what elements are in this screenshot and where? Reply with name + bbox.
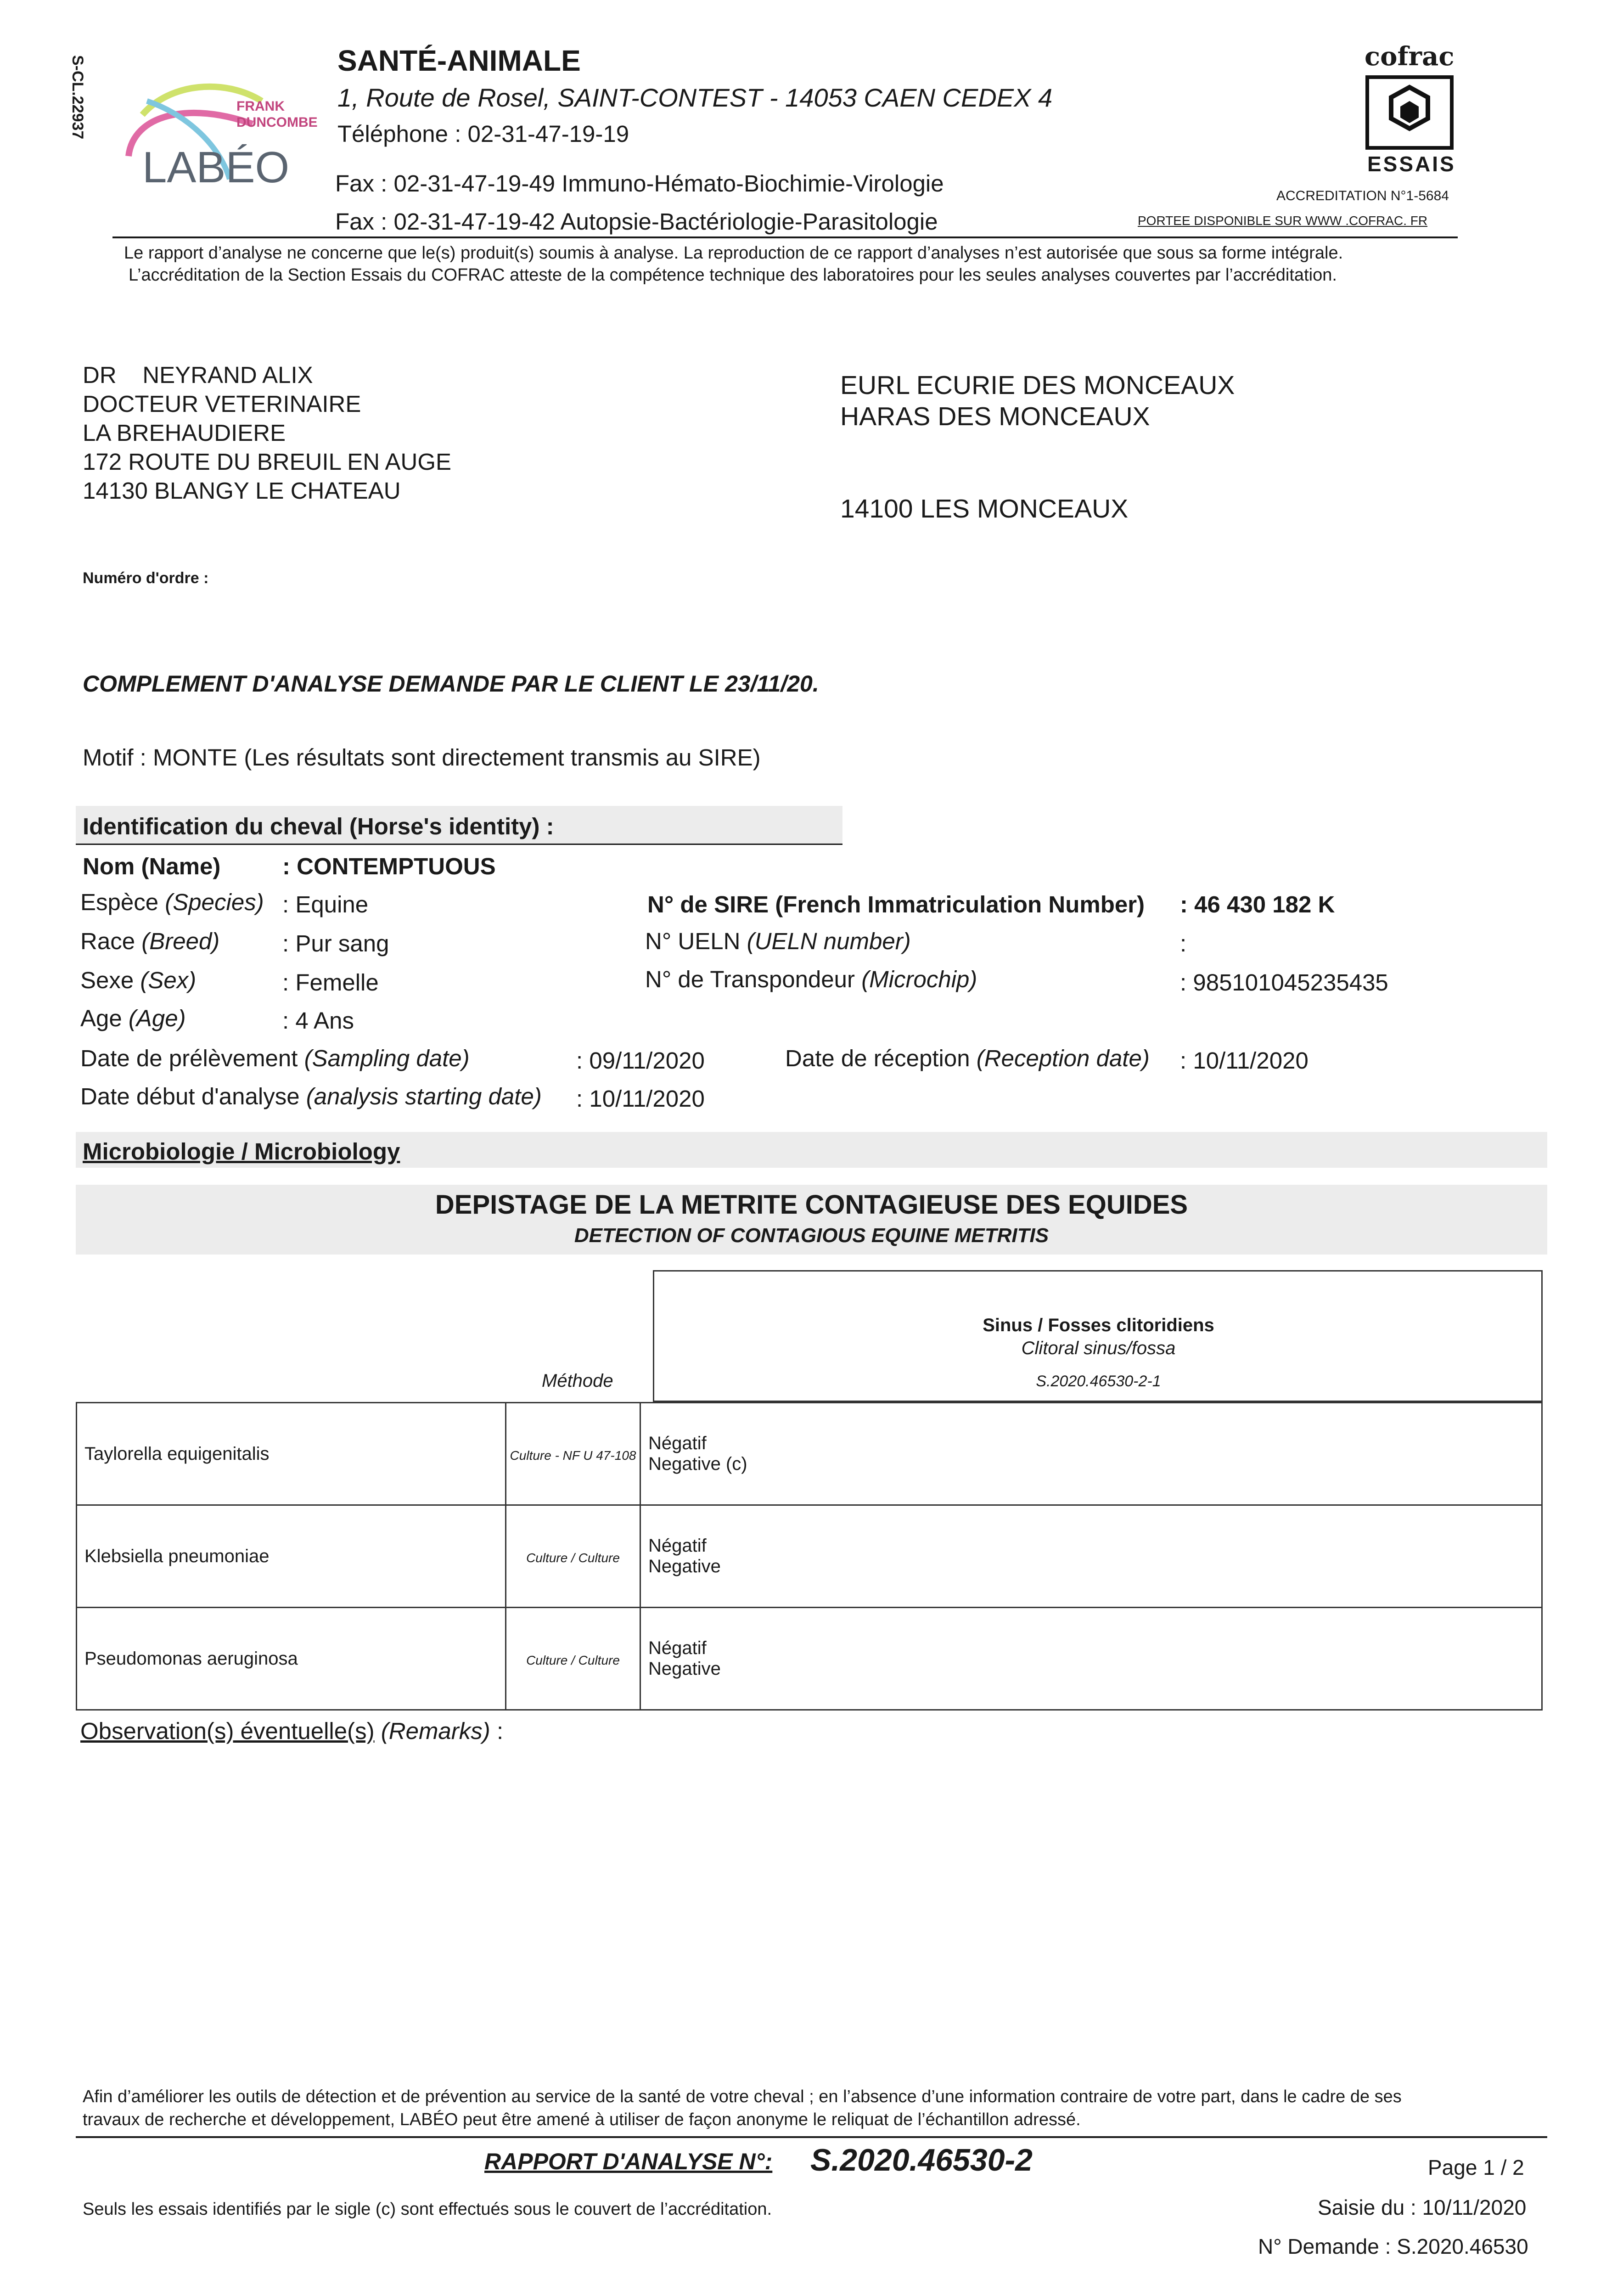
chip-value: : 985101045235435 [1180,969,1388,996]
start-label [80,1083,542,1110]
ueln-label [645,928,911,955]
disclaimer-line-1: Le rapport d’analyse ne concerne que le(s) produit(s) soumis à analyse. La reproduction de ce rapport d’analyses n’est autorisée que sous sa forme intégrale. [124,243,1343,263]
chip-fr: N° de Transpondeur [645,966,855,992]
chip-en: (Microchip) [861,966,977,992]
result-fr: Négatif [648,1638,707,1658]
reception-value: : 10/11/2020 [1180,1047,1309,1074]
breed-value: : Pur sang [282,930,389,957]
sex-value: : Femelle [282,969,379,996]
breed-en: (Breed) [141,928,220,954]
result-en: Negative [648,1659,721,1679]
test-title: DEPISTAGE DE LA METRITE CONTAGIEUSE DES EQUIDES [435,1190,1188,1220]
lab-fax-2: Fax : 02-31-47-19-42 Autopsie-Bactériologie-Parasitologie [335,208,938,235]
species-fr: Espèce [80,889,159,915]
lab-address: 1, Route de Rosel, SAINT-CONTEST - 14053 CAEN CEDEX 4 [337,83,1053,112]
recipient-line: 14130 BLANGY LE CHATEAU [83,478,401,504]
age-en: (Age) [128,1005,186,1031]
remarks-colon: : [496,1718,504,1744]
start-en: (analysis starting date) [306,1083,542,1109]
motif: Motif : MONTE (Les résultats sont directement transmis au SIRE) [83,744,761,771]
name-value: : CONTEMPTUOUS [282,853,496,879]
start-fr: Date début d'analyse [80,1083,300,1109]
sample-header-fr: Sinus / Fosses clitoridiens [983,1315,1214,1335]
lab-name: SANTÉ-ANIMALE [337,44,581,77]
organism-cell: Pseudomonas aeruginosa [77,1608,506,1710]
results-table [76,1402,1543,1711]
cofrac-hex-icon [1364,73,1455,152]
table-row [77,1505,1542,1608]
disclaimer-line-2: L’accréditation de la Section Essais du COFRAC atteste de la compétence technique des laboratoires pour les seules analyses couvertes par l’accréditation. [129,265,1337,285]
recipient-line: 172 ROUTE DU BREUIL EN AUGE [83,449,452,475]
result-en: Negative (c) [648,1454,747,1474]
method-text: Culture / Culture [526,1550,620,1565]
sampling-value: : 09/11/2020 [576,1047,705,1074]
chip-label [645,966,977,993]
organism-cell: Taylorella equigenitalis [77,1403,506,1505]
logo-frank: FRANK [236,99,285,114]
complement-title: COMPLEMENT D'ANALYSE DEMANDE PAR LE CLIENT LE 23/11/20. [83,671,819,697]
page-number: Page 1 / 2 [1428,2155,1524,2179]
identity-title: Identification du cheval (Horse's identity) : [83,813,554,839]
recipient-block [83,360,451,505]
recipient-line: DOCTEUR VETERINAIRE [83,391,361,417]
report-number: S.2020.46530-2 [810,2143,1033,2178]
method-cell [506,1608,640,1710]
age-fr: Age [80,1005,122,1031]
reception-fr: Date de réception [785,1045,970,1071]
result-cell [640,1403,1542,1505]
result-en: Negative [648,1556,721,1576]
remarks [80,1717,503,1745]
owner-block [840,370,1235,432]
test-subtitle: DETECTION OF CONTAGIOUS EQUINE METRITIS [574,1224,1049,1247]
saisie-date: Saisie du : 10/11/2020 [1318,2195,1527,2219]
method-header: Méthode [542,1371,613,1391]
accreditation-number: ACCREDITATION N°1-5684 [1276,188,1449,203]
owner-line-1: EURL ECURIE DES MONCEAUX [840,371,1235,400]
ueln-en: (UELN number) [747,928,911,954]
sample-id: S.2020.46530-2-1 [1036,1373,1161,1390]
cofrac-top: cofrac [1365,41,1455,72]
species-value: : Equine [282,891,369,917]
owner-city: 14100 LES MONCEAUX [840,494,1129,523]
sire-value: : 46 430 182 K [1180,891,1335,917]
header-rule [112,236,1458,238]
sex-en: (Sex) [140,967,197,993]
section-title: Microbiologie / Microbiology [83,1138,400,1165]
report-label: RAPPORT D'ANALYSE N°: [484,2149,773,2174]
side-code: S-CL.22937 [69,55,86,140]
logo-duncombe: DUNCOMBE [236,115,318,130]
recipient-line: DR NEYRAND ALIX [83,362,313,388]
labeo-logo [115,73,326,202]
sample-header-box [653,1270,1543,1402]
accreditation-note: Seuls les essais identifiés par le sigle (c) sont effectués sous le couvert de l’accréditation. [83,2200,772,2219]
age-value: : 4 Ans [282,1007,354,1034]
ueln-fr: N° UELN [645,928,741,954]
table-row [77,1608,1542,1710]
species-en: (Species) [165,889,264,915]
method-text: Culture - NF U 47-108 [510,1448,636,1463]
species-label [80,889,264,916]
organism-cell: Klebsiella pneumoniae [77,1505,506,1608]
lab-fax-1: Fax : 02-31-47-19-49 Immuno-Hémato-Biochimie-Virologie [335,170,944,197]
footer-note-2: travaux de recherche et développement, LABÉO peut être amené à utiliser de façon anonyme le reliquat de l’échantillon adressé. [83,2110,1081,2129]
age-label [80,1005,186,1032]
method-cell [506,1403,640,1505]
owner-line-2: HARAS DES MONCEAUX [840,402,1150,431]
remarks-label: Observation(s) éventuelle(s) [80,1718,375,1744]
method-text: Culture / Culture [526,1653,620,1667]
sex-label [80,967,196,994]
sampling-en: (Sampling date) [304,1045,470,1071]
sire-label: N° de SIRE (French Immatriculation Number) [647,891,1145,917]
portee-link[interactable]: PORTEE DISPONIBLE SUR WWW .COFRAC. FR [1138,214,1428,228]
reception-label [785,1045,1150,1072]
table-row [77,1403,1542,1505]
result-cell [640,1505,1542,1608]
ueln-value: : [1180,930,1187,957]
result-fr: Négatif [648,1433,707,1453]
footer-note-1: Afin d’améliorer les outils de détection et de prévention au service de la santé de votre cheval ; en l’absence d’une information contraire de votre part, dans le cadre de ses [83,2087,1402,2106]
footer-rule [76,2136,1547,2138]
order-number-label: Numéro d'ordre : [83,569,209,587]
demande-number: N° Demande : S.2020.46530 [1258,2234,1528,2258]
breed-label [80,928,219,955]
sampling-fr: Date de prélèvement [80,1045,298,1071]
method-cell [506,1505,640,1608]
cofrac-bottom: ESSAIS [1367,152,1456,176]
start-value: : 10/11/2020 [576,1086,705,1112]
reception-en: (Reception date) [976,1045,1150,1071]
sample-header-en: Clitoral sinus/fossa [1021,1338,1176,1358]
sex-fr: Sexe [80,967,134,993]
remarks-en: (Remarks) [381,1718,490,1744]
identity-rule [76,844,842,845]
cofrac-logo [1359,41,1460,179]
sampling-label [80,1045,470,1072]
result-cell [640,1608,1542,1710]
name-label: Nom (Name) [83,853,221,879]
lab-phone: Téléphone : 02-31-47-19-19 [337,121,629,147]
recipient-line: LA BREHAUDIERE [83,420,286,446]
result-fr: Négatif [648,1536,707,1556]
breed-fr: Race [80,928,135,954]
logo-name: LABÉO [142,143,290,192]
